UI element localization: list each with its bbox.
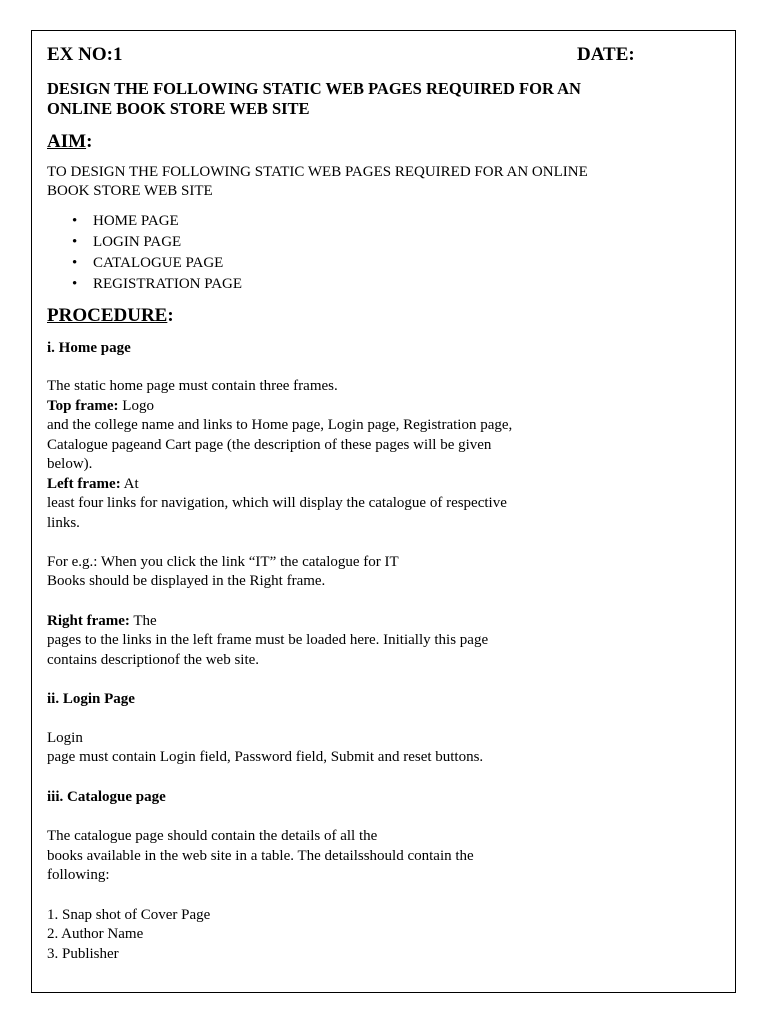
procedure-heading [47,305,174,327]
bullet-icon: • [72,255,78,271]
list-item [47,232,242,253]
aim-text-line-1: TO DESIGN THE FOLLOWING STATIC WEB PAGES REQUIRED FOR AN ONLINE [47,164,588,180]
catalogue-page-line-1: The catalogue page should contain the details of all the [47,828,378,844]
document-title-line-1: DESIGN THE FOLLOWING STATIC WEB PAGES REQUIRED FOR AN [47,79,581,98]
aim-heading-colon: : [86,131,93,152]
exercise-number: EX NO:1 [47,44,123,65]
top-frame-line-2: and the college name and links to Home page, Login page, Registration page, [47,417,513,433]
bullet-icon: • [72,213,78,229]
aim-text-line-2: BOOK STORE WEB SITE [47,183,213,199]
procedure-heading-colon: : [167,305,174,326]
top-frame-label: Top frame: [47,398,119,414]
catalogue-detail-item: 1. Snap shot of Cover Page [47,907,211,923]
aim-heading [47,131,92,153]
list-item [47,274,242,295]
top-frame-line-3: Catalogue pageand Cart page (the description of these pages will be given [47,437,492,453]
right-frame-label: Right frame: [47,613,130,629]
list-item [47,253,242,274]
left-frame-text: At [120,476,139,492]
catalogue-page-heading: iii. Catalogue page [47,789,166,805]
login-page-line-1: Login [47,730,83,746]
list-item-label: CATALOGUE PAGE [93,255,224,271]
list-item-label: REGISTRATION PAGE [93,276,243,292]
login-page-heading: ii. Login Page [47,691,135,707]
catalogue-detail-item: 2. Author Name [47,926,144,942]
list-item-label: LOGIN PAGE [93,234,182,250]
left-frame-line-2: least four links for navigation, which will display the catalogue of respective [47,495,507,511]
aim-heading-text: AIM [47,131,87,152]
login-page-line-2: page must contain Login field, Password field, Submit and reset buttons. [47,749,484,765]
document-title-line-2: ONLINE BOOK STORE WEB SITE [47,99,310,118]
bullet-icon: • [72,234,78,250]
bullet-icon: • [72,276,78,292]
top-frame-line-4: below). [47,456,93,472]
list-item-label: HOME PAGE [93,213,179,229]
procedure-heading-text: PROCEDURE [47,305,168,326]
right-frame-line-2: pages to the links in the left frame must be loaded here. Initially this page [47,632,489,648]
left-frame-line-3: links. [47,515,80,531]
catalogue-detail-item: 3. Publisher [47,946,119,962]
right-frame-line-1 [47,612,157,631]
home-page-heading: i. Home page [47,340,131,356]
document-header [47,44,647,68]
right-frame-text: The [129,613,157,629]
right-frame-line-3: contains descriptionof the web site. [47,652,260,668]
example-line-2: Books should be displayed in the Right frame. [47,573,326,589]
catalogue-page-line-2: books available in the web site in a table. The detailsshould contain the [47,848,474,864]
top-frame-text: Logo [118,398,154,414]
left-frame-line-1 [47,475,139,494]
left-frame-label: Left frame: [47,476,121,492]
top-frame-line-1 [47,397,154,416]
catalogue-page-line-3: following: [47,867,110,883]
example-line-1: For e.g.: When you click the link “IT” the catalogue for IT [47,554,399,570]
date-label: DATE: [577,44,635,65]
aim-page-list [47,211,242,295]
list-item [47,211,242,232]
home-page-intro: The static home page must contain three frames. [47,378,338,394]
